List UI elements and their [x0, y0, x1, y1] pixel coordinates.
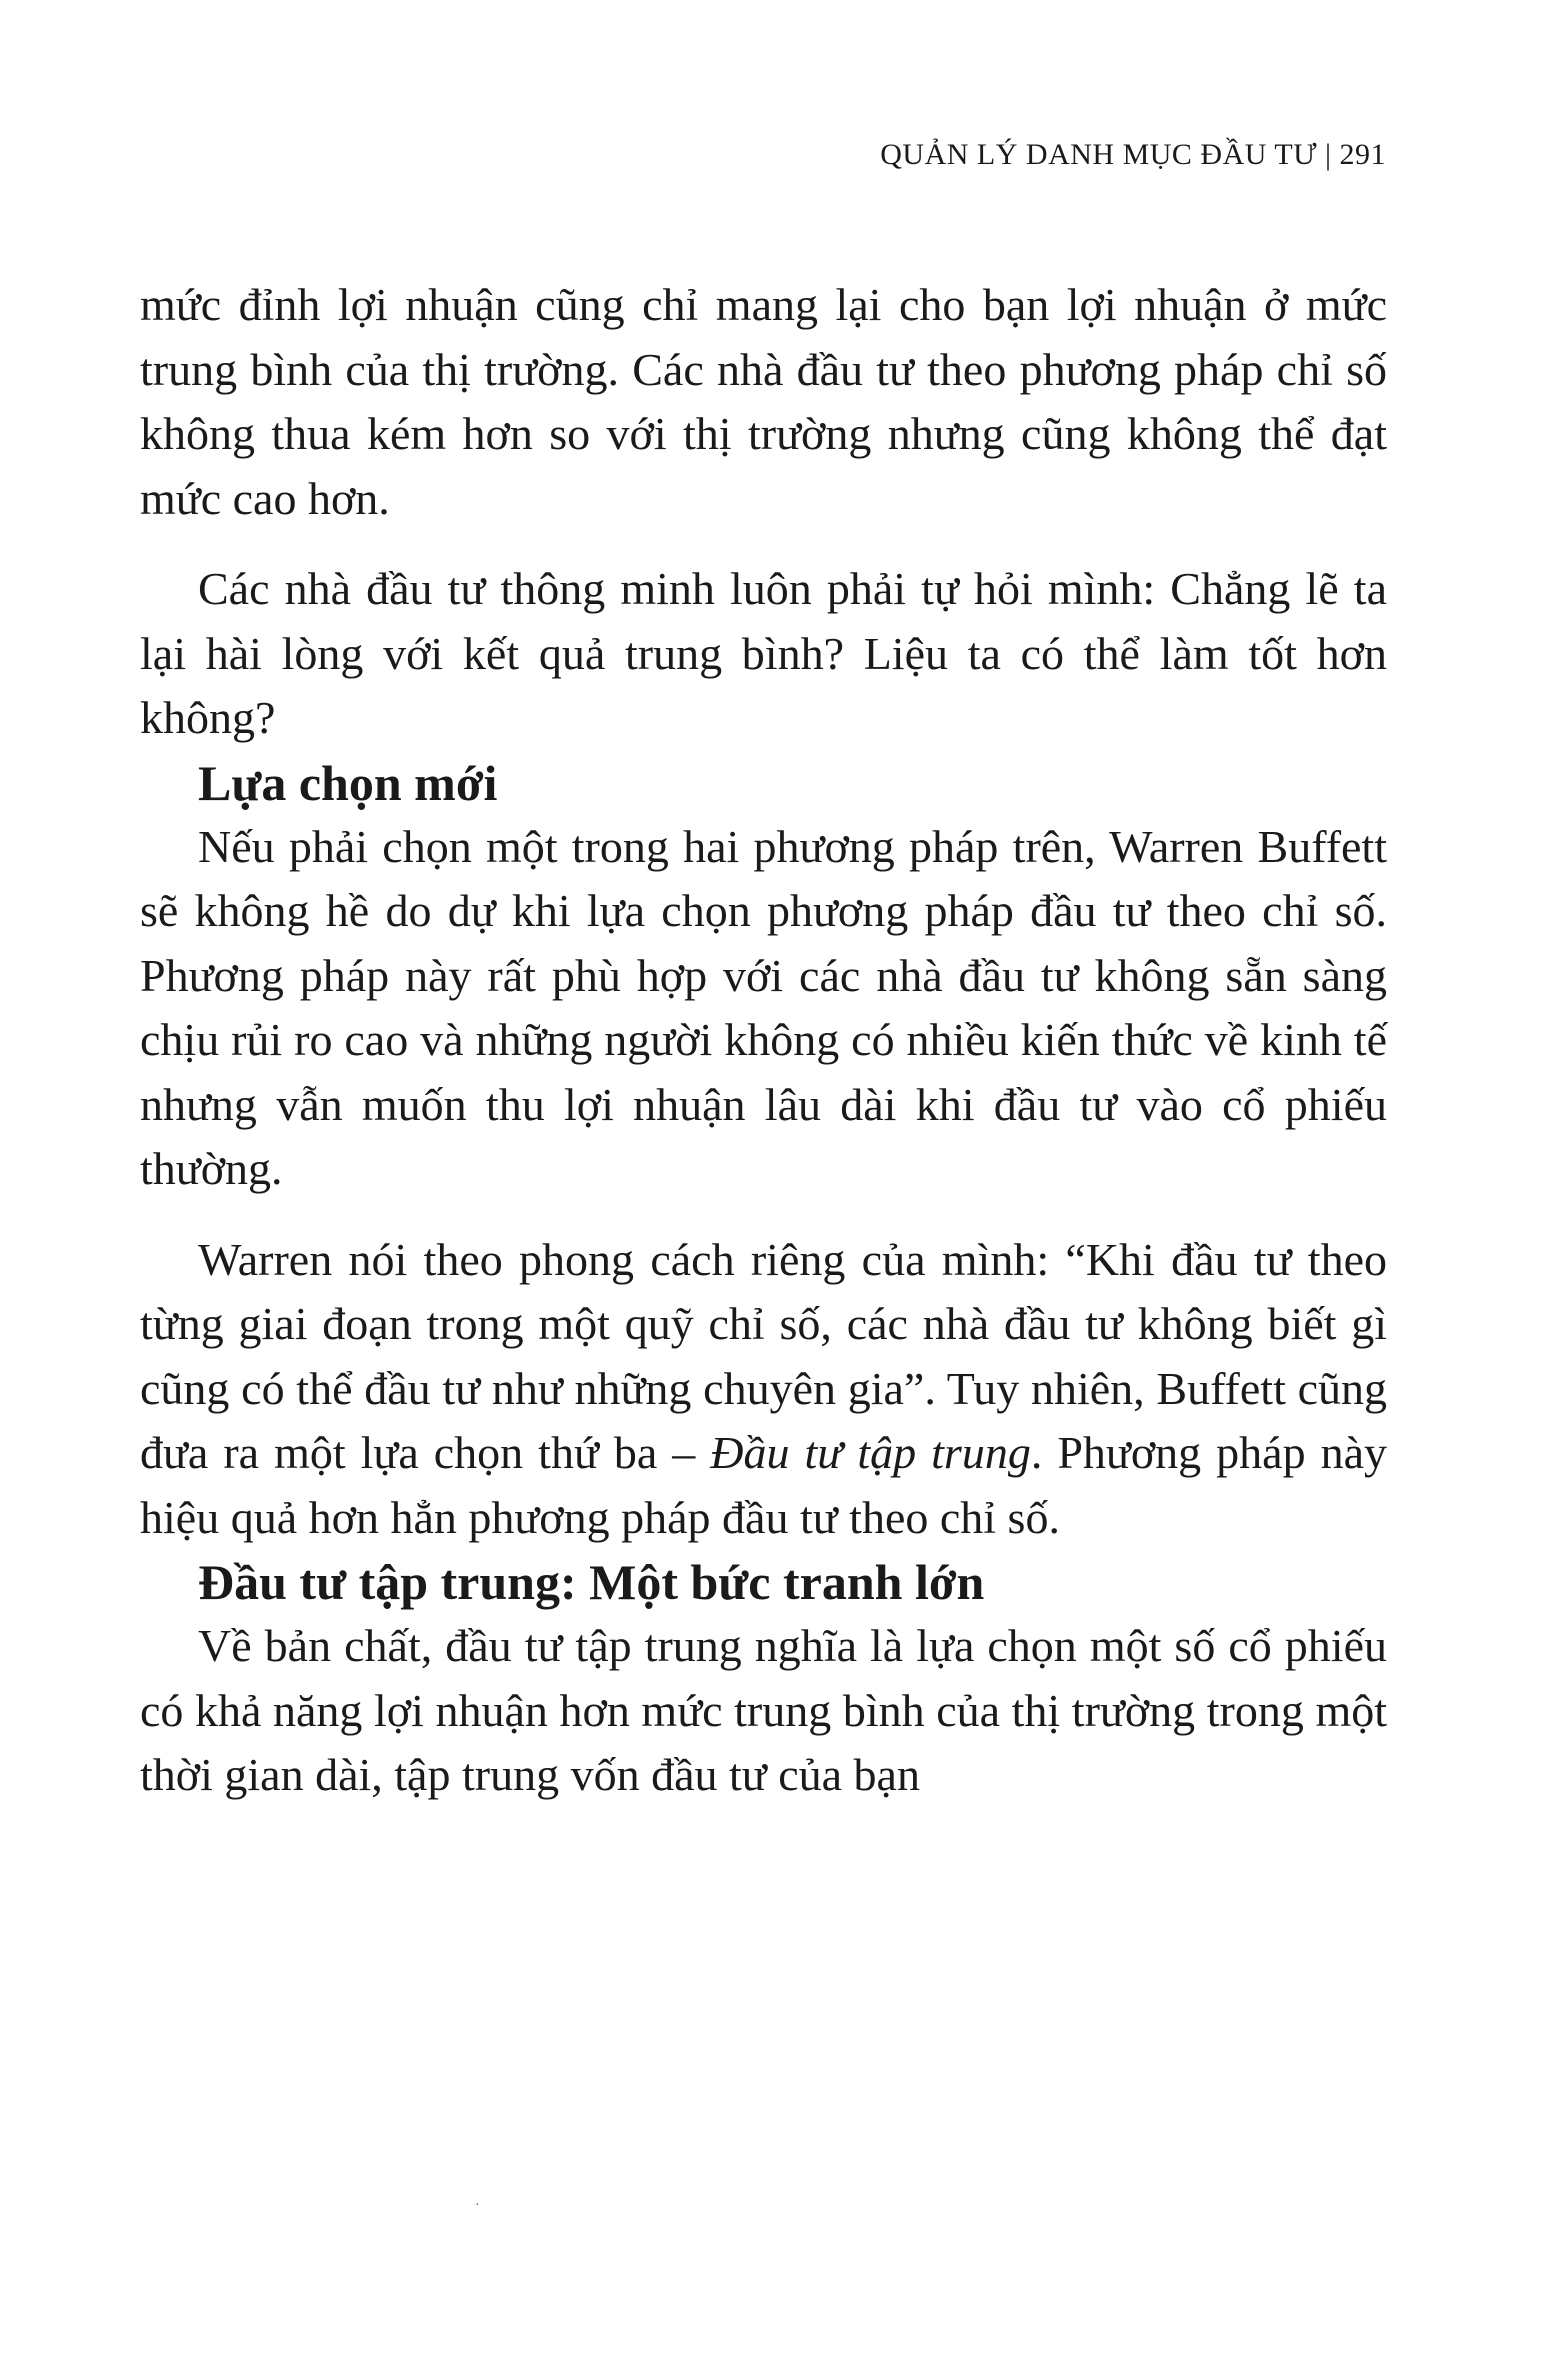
- section-heading-focus-investing: Đầu tư tập trung: Một bức tranh lớn: [198, 1554, 985, 1610]
- section-heading-new-choice: Lựa chọn mới: [198, 754, 498, 811]
- paragraph-warren-quote-part2: . Phương pháp này hiệu quả hơn hẳn phương pháp đầu tư theo chỉ số.: [140, 1427, 1387, 1543]
- focus-investing-emphasis: Đầu tư tập trung: [710, 1427, 1031, 1478]
- paragraph-focus-definition: Về bản chất, đầu tư tập trung nghĩa là lựa chọn một số cổ phiếu có khả năng lợi nhuận hơn mức trung bình của thị trường trong một thời gian dài, tập trung vốn đầu tư của bạn: [140, 1620, 1387, 1800]
- running-head-separator: |: [1324, 138, 1332, 171]
- paragraph-intelligent-investors: Các nhà đầu tư thông minh luôn phải tự hỏi mình: Chẳng lẽ ta lại hài lòng với kết quả trung bình? Liệu ta có thể làm tốt hơn không?: [140, 563, 1387, 743]
- paragraph-warren-quote: [140, 1228, 1387, 1551]
- running-head-title: QUẢN LÝ DANH MỤC ĐẦU TƯ: [880, 138, 1317, 171]
- paragraph-continuation: mức đỉnh lợi nhuận cũng chỉ mang lại cho bạn lợi nhuận ở mức trung bình của thị trường. Các nhà đầu tư theo phương pháp chỉ số không thua kém hơn so với thị trường nhưng cũng không thể đạt mức cao hơn.: [140, 279, 1387, 524]
- paragraph-warren-quote-part1: Warren nói theo phong cách riêng của mình: “Khi đầu tư theo từng giai đoạn trong một quỹ chỉ số, các nhà đầu tư không biết gì cũng có thể đầu tư như những chuyên gia”. Tuy nhiên, Buffett cũng đưa ra một lựa chọn thứ ba –: [140, 1233, 1387, 1478]
- paragraph-buffett-index: Nếu phải chọn một trong hai phương pháp trên, Warren Buffett sẽ không hề do dự khi lựa chọn phương pháp đầu tư theo chỉ số. Phương pháp này rất phù hợp với các nhà đầu tư không sẵn sàng chịu rủi ro cao và những người không có nhiều kiến thức về kinh tế nhưng vẫn muốn thu lợi nhuận lâu dài khi đầu tư vào cổ phiếu thường.: [140, 820, 1387, 1194]
- page-number: 291: [1339, 138, 1386, 171]
- page-body: [140, 273, 1387, 1808]
- running-head: [880, 138, 1386, 172]
- scan-speck: ·: [475, 2198, 480, 2213]
